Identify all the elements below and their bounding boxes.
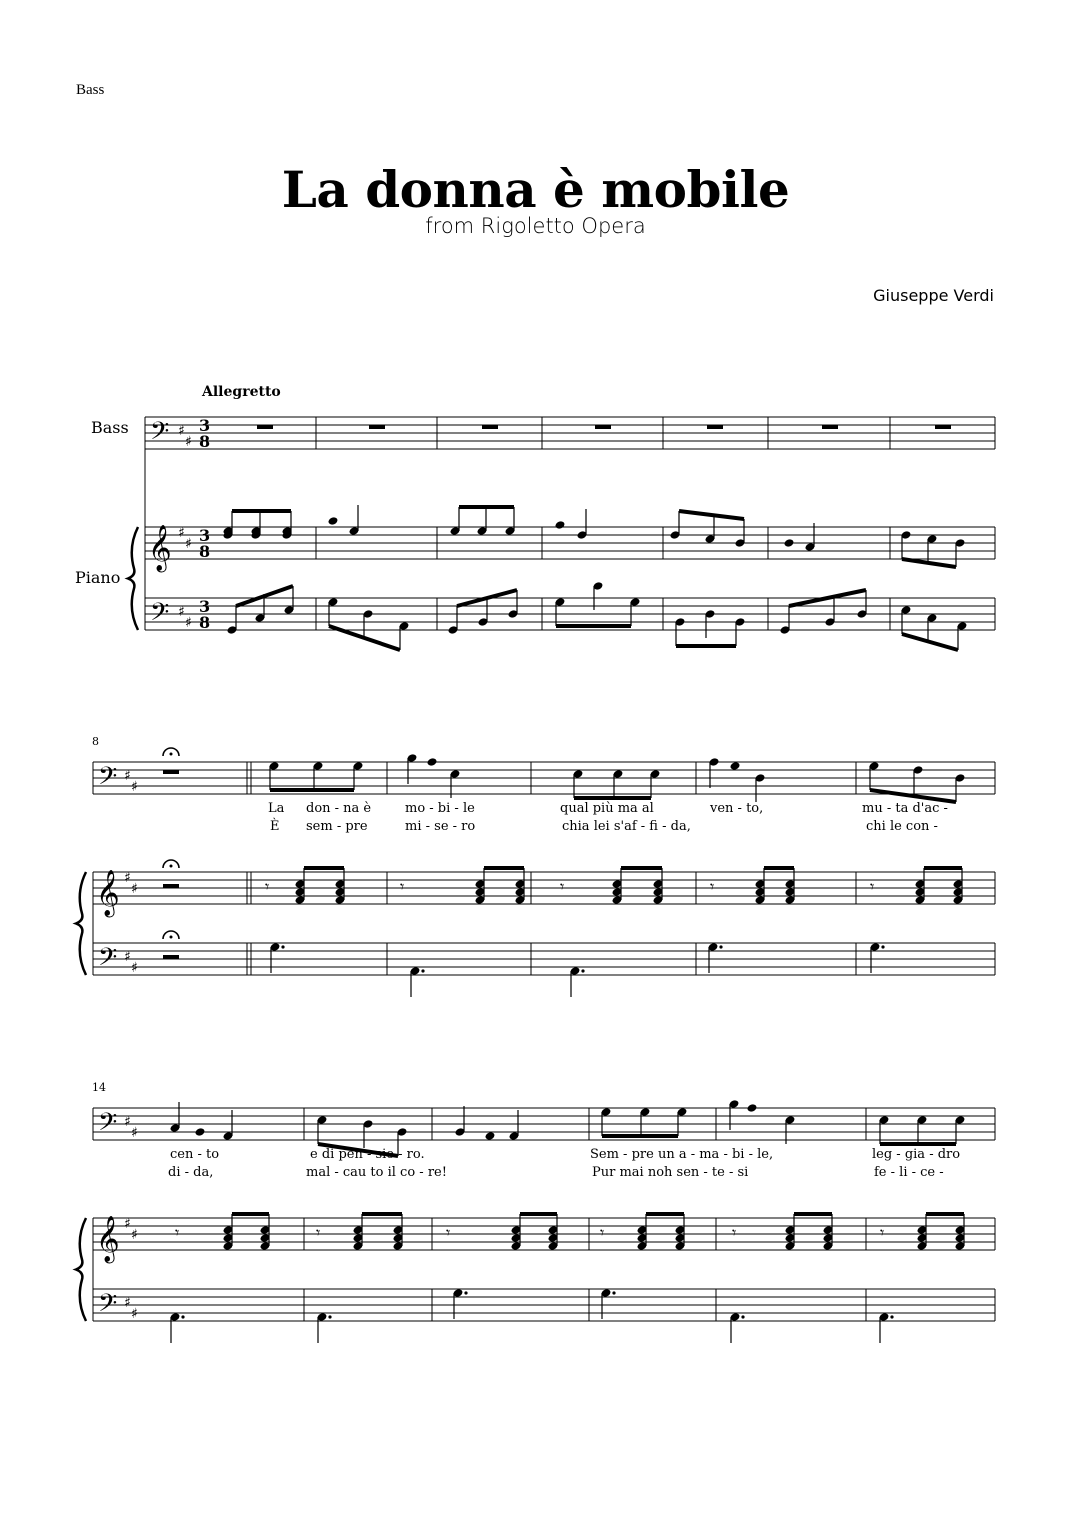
- eighth-rest: 𝄾: [316, 1223, 321, 1242]
- part-label: Bass: [76, 82, 105, 98]
- sharp-sign: ♯: [124, 870, 131, 886]
- lyric-line: È: [270, 819, 280, 834]
- dot: [181, 1315, 184, 1318]
- notehead: [555, 520, 566, 530]
- piano-instrument-label: Piano: [75, 568, 121, 587]
- notehead: [730, 761, 741, 771]
- tempo-marking: Allegretto: [202, 384, 281, 400]
- piano-brace: [76, 1218, 86, 1321]
- lyric-line: mu - ta d'ac -: [862, 801, 948, 816]
- time-signature: 8: [199, 613, 211, 632]
- sharp-sign: ♯: [185, 615, 192, 631]
- treble-clef-icon: 𝄞: [96, 870, 120, 916]
- time-signature: 3: [199, 597, 211, 616]
- notehead: [328, 516, 339, 526]
- eighth-rest: 𝄾: [175, 1223, 180, 1242]
- sharp-sign: ♯: [131, 1227, 138, 1243]
- fermata-dot: [170, 753, 173, 756]
- fermata-dot: [170, 936, 173, 939]
- sharp-sign: ♯: [124, 1114, 131, 1130]
- sharp-sign: ♯: [131, 1306, 138, 1322]
- eighth-rest: 𝄾: [265, 877, 270, 896]
- sharp-sign: ♯: [131, 960, 138, 976]
- whole-rest: [707, 425, 723, 429]
- lyric-line: don - na è: [306, 801, 372, 816]
- lyric-line: leg - gia - dro: [872, 1147, 961, 1162]
- dot: [421, 969, 424, 972]
- time-signature: 3: [199, 526, 211, 545]
- whole-rest: [163, 884, 179, 888]
- lyric-line: ven - to,: [710, 801, 764, 816]
- bass-clef-icon: 𝄢: [98, 762, 118, 797]
- measure-number-14: 14: [92, 1081, 106, 1094]
- lyric-line: mi - se - ro: [405, 819, 476, 834]
- eighth-rest: 𝄾: [446, 1223, 451, 1242]
- bass-clef-icon: 𝄢: [98, 943, 118, 978]
- dot: [581, 969, 584, 972]
- sharp-sign: ♯: [131, 779, 138, 795]
- composer-name: Giuseppe Verdi: [873, 286, 994, 305]
- sharp-sign: ♯: [178, 604, 185, 620]
- sharp-sign: ♯: [185, 434, 192, 450]
- beam: [902, 559, 956, 567]
- sharp-sign: ♯: [131, 881, 138, 897]
- lyric-line: La: [268, 801, 285, 816]
- whole-rest: [482, 425, 498, 429]
- sharp-sign: ♯: [178, 423, 185, 439]
- dot: [881, 945, 884, 948]
- whole-rest: [163, 770, 179, 774]
- sharp-sign: ♯: [178, 525, 185, 541]
- dot: [281, 945, 284, 948]
- lyrics-system-3: [168, 1147, 960, 1180]
- lyric-line: chia lei s'af - fi - da,: [562, 819, 691, 834]
- beam: [679, 511, 744, 519]
- lyric-line: fe - li - ce -: [874, 1165, 944, 1180]
- treble-clef-icon: 𝄞: [148, 525, 172, 571]
- whole-rest: [822, 425, 838, 429]
- eighth-rest: 𝄾: [880, 1223, 885, 1242]
- piece-subtitle: from Rigoletto Opera: [425, 214, 646, 238]
- sharp-sign: ♯: [185, 536, 192, 552]
- sharp-sign: ♯: [124, 768, 131, 784]
- beam: [902, 634, 958, 650]
- piano-brace: [76, 872, 86, 975]
- lyric-line: sem - pre: [306, 819, 368, 834]
- notehead: [784, 538, 795, 548]
- measure-number-8: 8: [92, 735, 99, 748]
- lyric-line: qual più ma al: [560, 801, 654, 816]
- dot: [741, 1315, 744, 1318]
- lyric-line: di - da,: [168, 1165, 214, 1180]
- bass-clef-icon: 𝄢: [98, 1108, 118, 1143]
- dot: [719, 945, 722, 948]
- dot: [464, 1291, 467, 1294]
- eighth-rest: 𝄾: [400, 877, 405, 896]
- eighth-rest: 𝄾: [560, 877, 565, 896]
- notehead: [195, 1127, 206, 1137]
- lyric-line: e di pen - sie - ro.: [310, 1147, 425, 1162]
- notehead: [485, 1131, 496, 1141]
- notehead: [747, 1103, 758, 1113]
- lyric-line: chi le con -: [866, 819, 938, 834]
- bass-clef-icon: 𝄢: [150, 417, 170, 452]
- piece-title: La donna è mobile: [281, 160, 790, 219]
- eighth-rest: 𝄾: [732, 1223, 737, 1242]
- whole-rest: [595, 425, 611, 429]
- whole-rest: [163, 955, 179, 959]
- lyric-line: Pur mai noh sen - te - si: [592, 1165, 749, 1180]
- whole-rest: [369, 425, 385, 429]
- eighth-rest: 𝄾: [600, 1223, 605, 1242]
- sharp-sign: ♯: [124, 949, 131, 965]
- piano-brace: [128, 527, 138, 630]
- sharp-sign: ♯: [124, 1295, 131, 1311]
- fermata-dot: [170, 865, 173, 868]
- bass-clef-icon: 𝄢: [98, 1289, 118, 1324]
- time-signature: 8: [199, 542, 211, 561]
- lyric-line: cen - to: [170, 1147, 220, 1162]
- eighth-rest: 𝄾: [710, 877, 715, 896]
- time-signature: 8: [199, 432, 211, 451]
- sharp-sign: ♯: [131, 1125, 138, 1141]
- lyric-line: mal - cau to il co - re!: [306, 1165, 447, 1180]
- whole-rest: [935, 425, 951, 429]
- dot: [328, 1315, 331, 1318]
- voice-instrument-label: Bass: [91, 418, 129, 437]
- treble-clef-icon: 𝄞: [96, 1216, 120, 1262]
- lyrics-system-2: [268, 801, 948, 834]
- lyric-line: Sem - pre un a - ma - bi - le,: [590, 1147, 774, 1162]
- eighth-rest: 𝄾: [870, 877, 875, 896]
- dot: [612, 1291, 615, 1294]
- notehead: [427, 757, 438, 767]
- sharp-sign: ♯: [124, 1216, 131, 1232]
- whole-rest: [257, 425, 273, 429]
- dot: [890, 1315, 893, 1318]
- time-signature: 3: [199, 416, 211, 435]
- staff-lines: [93, 417, 995, 1321]
- lyric-line: mo - bi - le: [405, 801, 475, 816]
- bass-clef-icon: 𝄢: [150, 598, 170, 633]
